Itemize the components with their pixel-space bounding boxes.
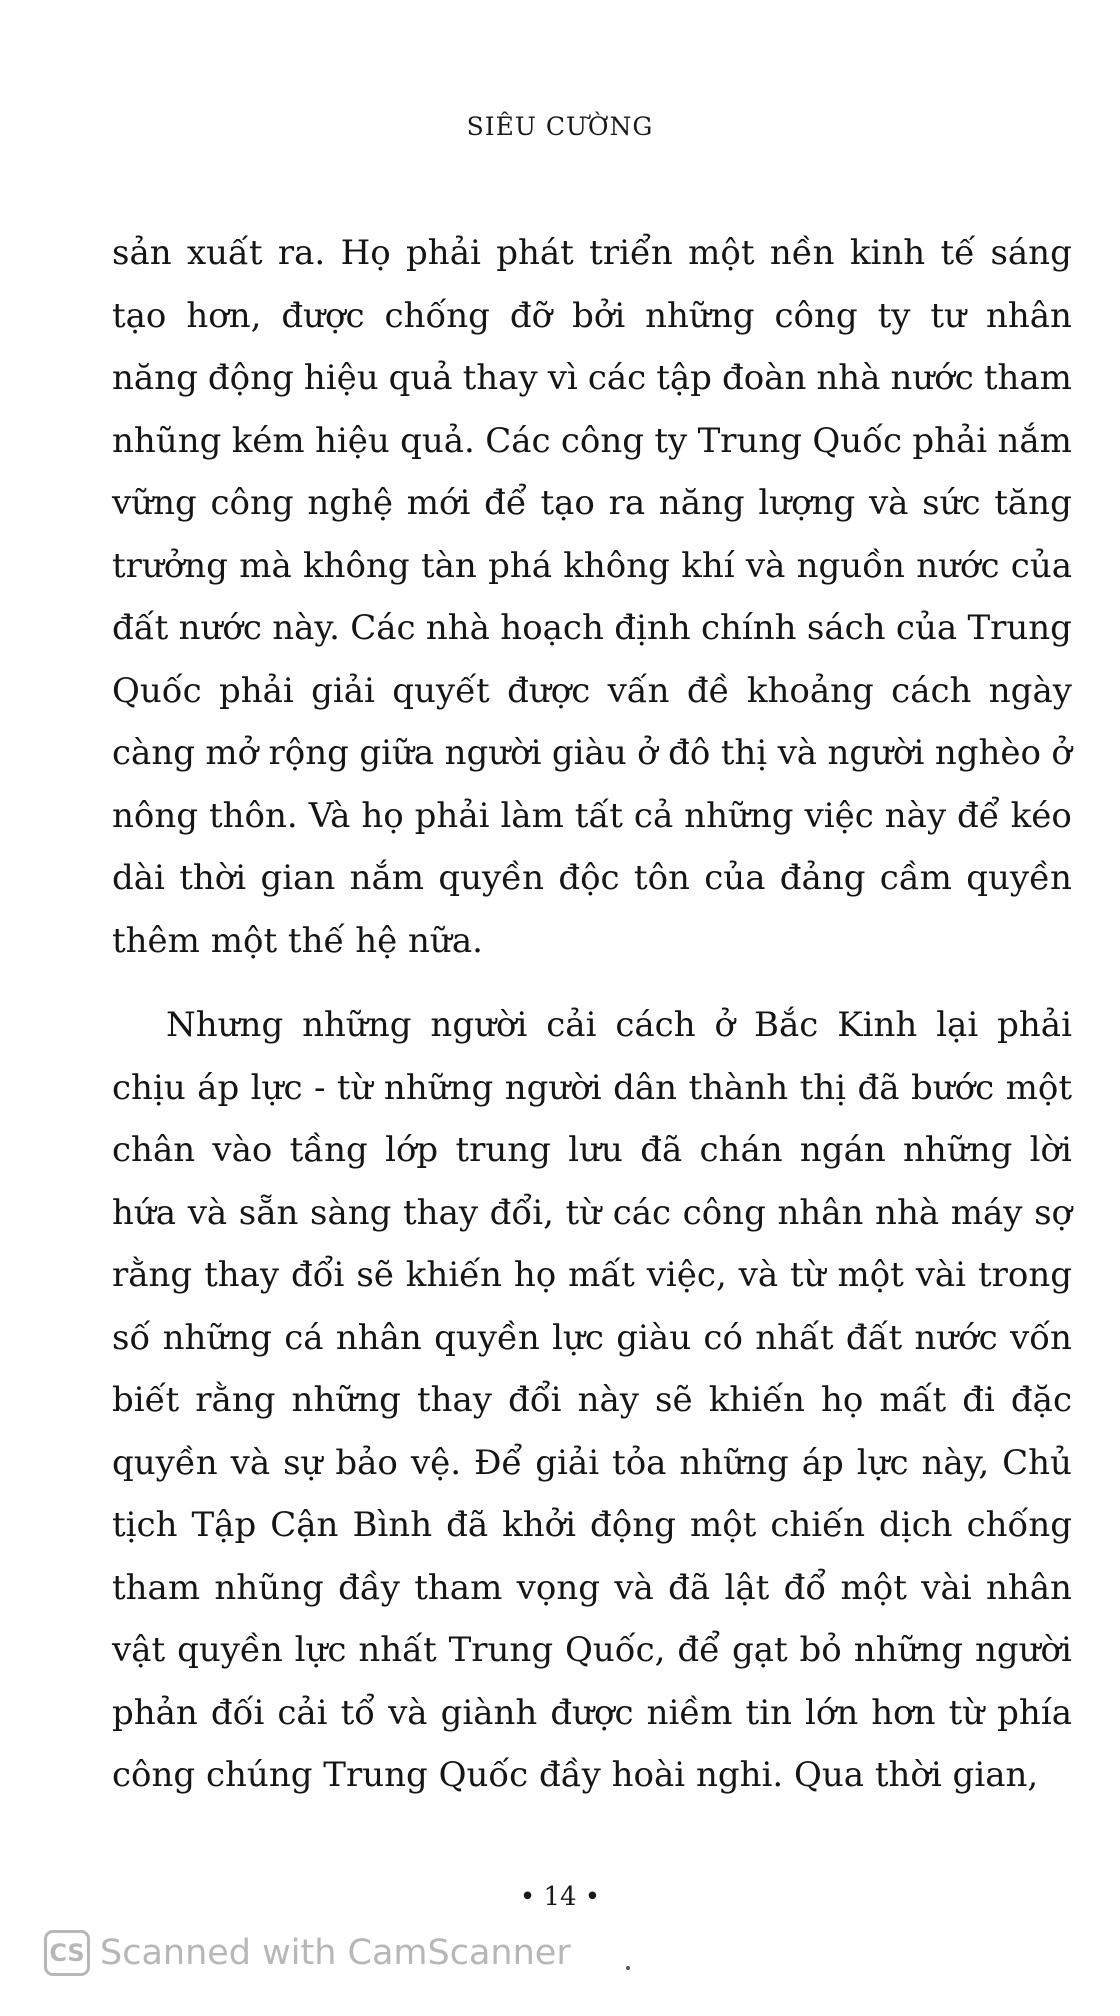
camscanner-watermark <box>44 1926 571 1980</box>
text-line: nông thôn. Và họ phải làm tất cả những việc này để kéo <box>112 795 1072 836</box>
text-line: năng động hiệu quả thay vì các tập đoàn nhà nước tham <box>112 358 1072 398</box>
text-line: công chúng Trung Quốc đầy hoài nghi. Qua thời gian, <box>112 1755 1039 1795</box>
text-line: tịch Tập Cận Bình đã khởi động một chiến dịch chống <box>112 1505 1072 1545</box>
camscanner-logo-icon: CS <box>44 1930 90 1976</box>
text-line: tạo hơn, được chống đỡ bởi những công ty tư nhân <box>112 295 1072 336</box>
text-line: nhũng kém hiệu quả. Các công ty Trung Quốc phải nắm <box>112 420 1072 461</box>
text-line: Nhưng những người cải cách ở Bắc Kinh lại phải <box>166 1005 1072 1045</box>
paragraph-gap <box>112 972 1072 994</box>
text-line: đất nước này. Các nhà hoạch định chính sách của Trung <box>112 608 1072 648</box>
text-line: dài thời gian nắm quyền độc tôn của đảng cầm quyền <box>112 858 1072 898</box>
text-line: vật quyền lực nhất Trung Quốc, để gạt bỏ những người <box>112 1630 1072 1670</box>
text-line: trưởng mà không tàn phá không khí và nguồn nước của <box>112 545 1072 586</box>
text-line: Quốc phải giải quyết được vấn đề khoảng cách ngày <box>112 670 1072 711</box>
text-line: hứa và sẵn sàng thay đổi, từ các công nhân nhà máy sợ <box>112 1192 1072 1233</box>
text-line: chân vào tầng lớp trung lưu đã chán ngán những lời <box>112 1130 1072 1170</box>
page-number: • 14 • <box>519 1882 601 1912</box>
text-line: càng mở rộng giữa người giàu ở đô thị và người nghèo ở <box>112 733 1072 773</box>
text-line: phản đối cải tổ và giành được niềm tin lớn hơn từ phía <box>112 1692 1072 1733</box>
watermark-text: Scanned with CamScanner <box>100 1933 571 1973</box>
text-line: biết rằng những thay đổi này sẽ khiến họ mất đi đặc <box>112 1380 1072 1420</box>
text-line: chịu áp lực - từ những người dân thành thị đã bước một <box>112 1067 1072 1108</box>
text-line: tham nhũng đầy tham vọng và đã lật đổ một vài nhân <box>112 1567 1072 1608</box>
text-line: sản xuất ra. Họ phải phát triển một nền kinh tế sáng <box>112 233 1072 273</box>
text-line: quyền và sự bảo vệ. Để giải tỏa những áp lực này, Chủ <box>112 1442 1072 1483</box>
text-line: vững công nghệ mới để tạo ra năng lượng và sức tăng <box>112 483 1072 523</box>
body-text <box>112 222 1072 1807</box>
paragraph <box>112 994 1072 1807</box>
text-line: thêm một thế hệ nữa. <box>112 920 483 961</box>
text-line: rằng thay đổi sẽ khiến họ mất việc, và từ một vài trong <box>112 1255 1072 1295</box>
scan-speck <box>626 1966 630 1970</box>
paragraph <box>112 222 1072 972</box>
text-line: số những cá nhân quyền lực giàu có nhất đất nước vốn <box>112 1317 1072 1358</box>
running-header: SIÊU CƯỜNG <box>466 112 654 141</box>
